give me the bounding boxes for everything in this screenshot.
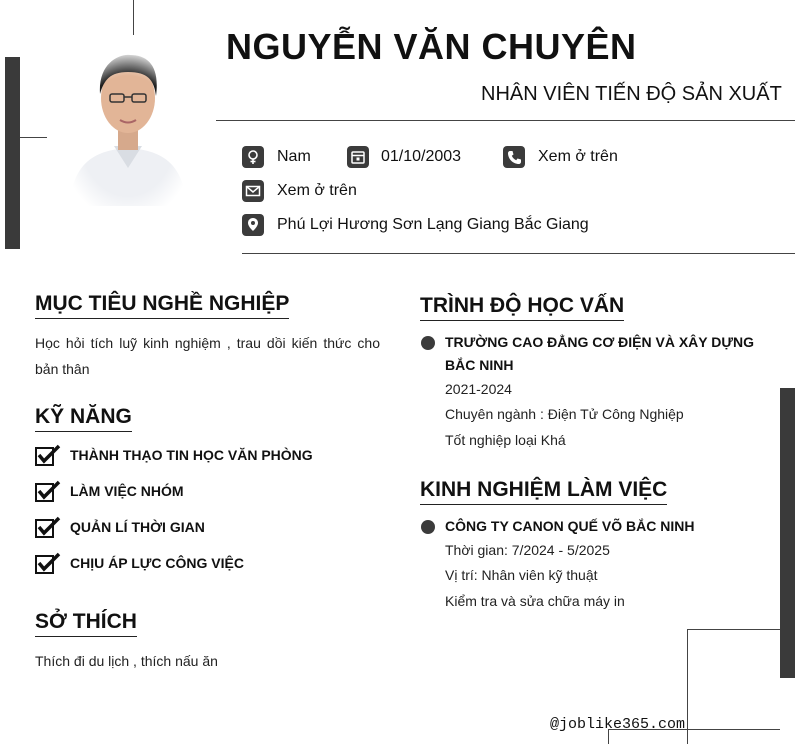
- profile-photo: [66, 50, 190, 206]
- left-decor-bar: [5, 57, 20, 249]
- gender-value: Nam: [277, 148, 311, 165]
- skill-label: CHỊU ÁP LỰC CÔNG VIỆC: [70, 555, 244, 571]
- objective-title: MỤC TIÊU NGHỀ NGHIỆP: [35, 292, 289, 319]
- experience-title: KINH NGHIỆM LÀM VIỆC: [420, 478, 667, 505]
- education-major: Chuyên ngành : Điện Tử Công Nghiệp: [445, 406, 684, 422]
- education-grade: Tốt nghiệp loại Khá: [445, 432, 566, 448]
- skill-item: [35, 444, 313, 466]
- job-title: NHÂN VIÊN TIẾN ĐỘ SẢN XUẤT: [481, 83, 782, 105]
- header-divider: [216, 120, 795, 121]
- bullet-dot: [421, 520, 435, 534]
- skill-label: QUẢN LÍ THỜI GIAN: [70, 519, 205, 535]
- hobbies-title: SỞ THÍCH: [35, 610, 137, 637]
- company-name: CÔNG TY CANON QUẾ VÕ BẮC NINH: [445, 518, 695, 534]
- skill-item: [35, 480, 184, 502]
- right-decor-bar: [780, 388, 795, 678]
- skill-item: [35, 552, 244, 574]
- checkbox-checked-icon: [35, 444, 61, 466]
- bottom-decor-line-v: [687, 629, 688, 744]
- skill-label: THÀNH THẠO TIN HỌC VĂN PHÒNG: [70, 447, 313, 463]
- skill-label: LÀM VIỆC NHÓM: [70, 483, 184, 499]
- experience-time: Thời gian: 7/2024 - 5/2025: [445, 542, 610, 558]
- experience-position: Vị trí: Nhân viên kỹ thuật: [445, 567, 598, 583]
- education-years: 2021-2024: [445, 381, 512, 397]
- calendar-icon: [347, 146, 369, 168]
- checkbox-checked-icon: [35, 552, 61, 574]
- watermark: @joblike365.com: [550, 716, 686, 733]
- phone-icon: [503, 146, 525, 168]
- checkbox-checked-icon: [35, 480, 61, 502]
- education-title: TRÌNH ĐỘ HỌC VẤN: [420, 294, 624, 321]
- gender-icon: [242, 146, 264, 168]
- dob-value: 01/10/2003: [381, 148, 462, 165]
- top-decor-line: [133, 0, 134, 35]
- email-icon: [242, 180, 264, 202]
- skill-item: [35, 516, 205, 538]
- skills-title: KỸ NĂNG: [35, 405, 132, 432]
- bullet-dot: [421, 336, 435, 350]
- left-decor-tick: [20, 137, 47, 138]
- hobbies-text: Thích đi du lịch , thích nấu ăn: [35, 653, 218, 669]
- school-name: TRƯỜNG CAO ĐẲNG CƠ ĐIỆN VÀ XÂY DỰNG BẮC NINH: [445, 334, 754, 373]
- candidate-name: NGUYỄN VĂN CHUYÊN: [226, 26, 637, 67]
- objective-text: Học hỏi tích luỹ kinh nghiệm , trau dồi kiến thức cho bản thân: [35, 335, 380, 377]
- location-icon: [242, 214, 264, 236]
- experience-task: Kiểm tra và sửa chữa máy in: [445, 593, 625, 609]
- bottom-decor-line-h: [687, 629, 780, 630]
- info-divider: [242, 253, 795, 254]
- checkbox-checked-icon: [35, 516, 61, 538]
- phone-value: Xem ở trên: [538, 148, 618, 165]
- email-value: Xem ở trên: [277, 182, 357, 199]
- address-value: Phú Lợi Hương Sơn Lạng Giang Bắc Giang: [277, 216, 589, 233]
